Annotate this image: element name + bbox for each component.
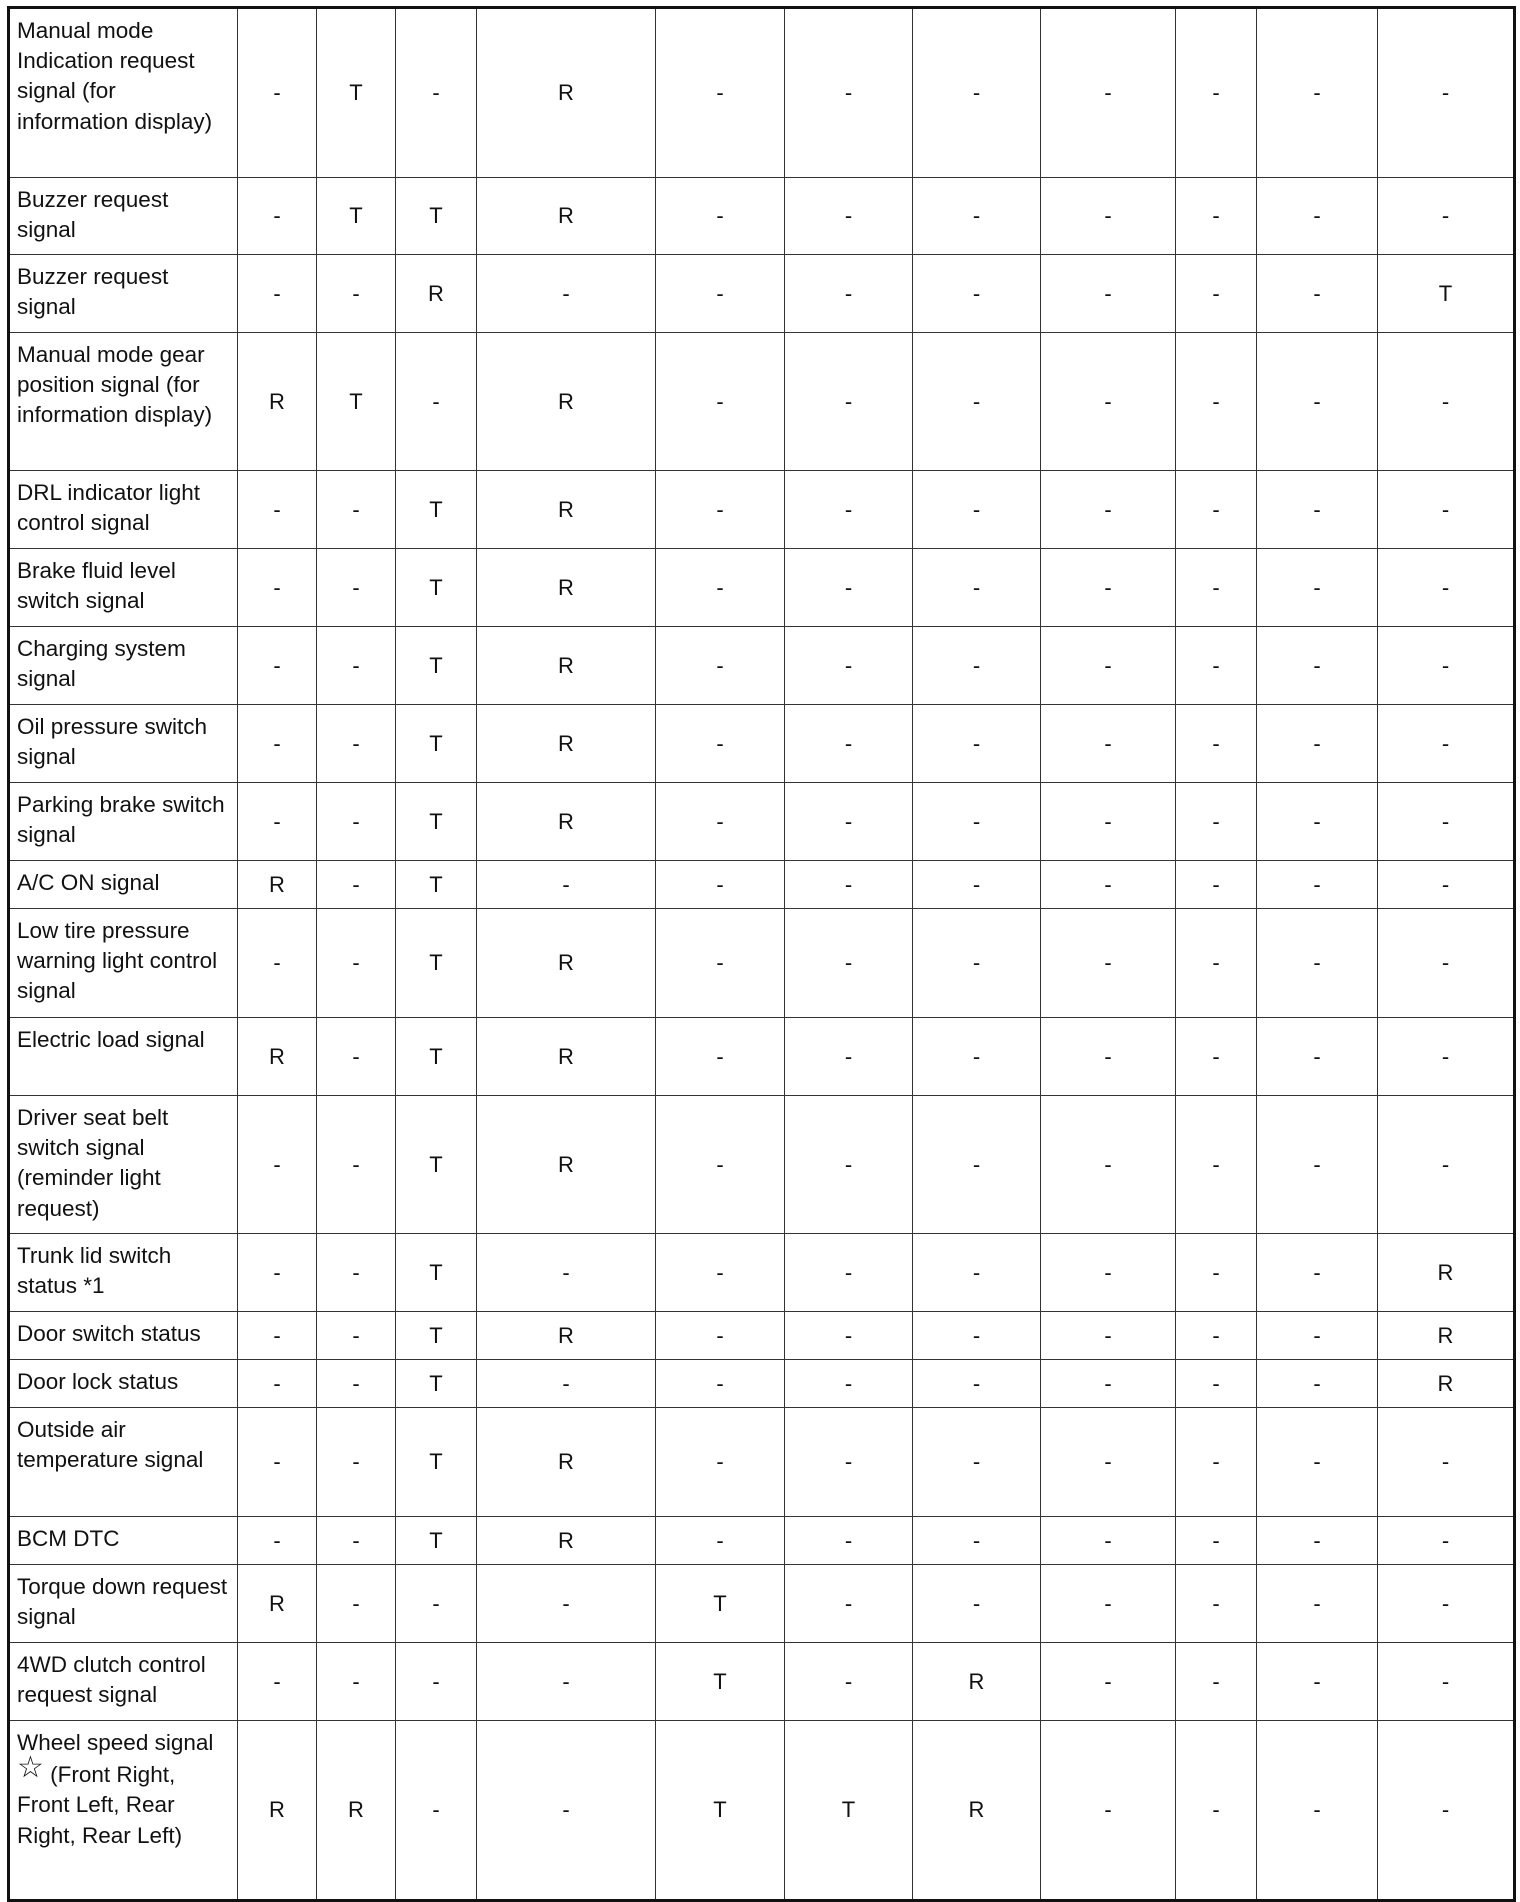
signal-cell: - xyxy=(785,861,913,909)
signal-cell: R xyxy=(477,178,656,255)
signal-cell: R xyxy=(238,1018,317,1096)
signal-cell: - xyxy=(317,1096,396,1234)
signal-cell: R xyxy=(477,627,656,705)
signal-name: Outside air temperature signal xyxy=(9,1408,238,1517)
signal-cell: - xyxy=(317,1018,396,1096)
signal-cell: R xyxy=(477,549,656,627)
table-row xyxy=(9,178,1515,255)
signal-cell: T xyxy=(396,627,477,705)
signal-name xyxy=(9,1721,238,1901)
signal-cell: - xyxy=(1041,333,1176,471)
table-row xyxy=(9,549,1515,627)
signal-cell: - xyxy=(1041,627,1176,705)
signal-cell: - xyxy=(238,1517,317,1565)
signal-cell: - xyxy=(913,1565,1041,1643)
signal-cell: - xyxy=(1378,178,1515,255)
signal-cell: T xyxy=(396,178,477,255)
signal-cell: - xyxy=(1257,1408,1378,1517)
signal-cell: - xyxy=(1041,783,1176,861)
signal-cell: - xyxy=(656,8,785,178)
signal-cell: - xyxy=(1176,471,1257,549)
signal-cell: - xyxy=(317,471,396,549)
signal-cell: T xyxy=(396,1312,477,1360)
signal-cell: - xyxy=(317,783,396,861)
table-row xyxy=(9,1408,1515,1517)
signal-name: Parking brake switch signal xyxy=(9,783,238,861)
signal-cell: - xyxy=(238,8,317,178)
signal-cell: - xyxy=(1257,178,1378,255)
signal-cell: - xyxy=(1257,909,1378,1018)
signal-table-container xyxy=(7,6,1516,1902)
signal-cell: - xyxy=(785,1360,913,1408)
signal-cell: - xyxy=(656,471,785,549)
signal-cell: - xyxy=(1176,1312,1257,1360)
signal-cell: - xyxy=(1041,255,1176,333)
signal-cell: R xyxy=(477,909,656,1018)
signal-cell: - xyxy=(1041,909,1176,1018)
signal-cell: - xyxy=(1257,1096,1378,1234)
signal-cell: T xyxy=(396,861,477,909)
signal-cell: - xyxy=(238,1643,317,1721)
signal-name: 4WD clutch control request signal xyxy=(9,1643,238,1721)
signal-cell: R xyxy=(1378,1312,1515,1360)
signal-cell: - xyxy=(238,1360,317,1408)
signal-cell: - xyxy=(1257,1360,1378,1408)
signal-cell: R xyxy=(396,255,477,333)
signal-cell: R xyxy=(477,1096,656,1234)
signal-cell: T xyxy=(396,1096,477,1234)
signal-cell: - xyxy=(317,1360,396,1408)
table-row xyxy=(9,333,1515,471)
signal-cell: - xyxy=(785,8,913,178)
signal-cell: - xyxy=(396,1721,477,1901)
signal-cell: R xyxy=(913,1721,1041,1901)
signal-name: Buzzer request signal xyxy=(9,255,238,333)
signal-cell: - xyxy=(913,549,1041,627)
signal-cell: - xyxy=(913,861,1041,909)
signal-cell: - xyxy=(656,1096,785,1234)
signal-cell: - xyxy=(656,909,785,1018)
signal-cell: - xyxy=(785,1312,913,1360)
signal-cell: - xyxy=(1176,1234,1257,1312)
signal-cell: - xyxy=(238,1096,317,1234)
signal-cell: - xyxy=(656,255,785,333)
signal-cell: - xyxy=(785,549,913,627)
table-row xyxy=(9,1643,1515,1721)
signal-name-part: (Front Right, Front Left, Rear Right, Rear Left) xyxy=(17,1762,183,1848)
signal-cell: - xyxy=(1176,909,1257,1018)
signal-cell: - xyxy=(477,1360,656,1408)
signal-cell: - xyxy=(785,1408,913,1517)
signal-cell: - xyxy=(1176,861,1257,909)
signal-cell: - xyxy=(913,333,1041,471)
signal-cell: - xyxy=(238,1234,317,1312)
signal-cell: - xyxy=(238,909,317,1018)
signal-cell: - xyxy=(1041,1360,1176,1408)
signal-cell: - xyxy=(317,255,396,333)
signal-cell: - xyxy=(785,627,913,705)
signal-name: Door switch status xyxy=(9,1312,238,1360)
signal-cell: - xyxy=(1176,1018,1257,1096)
table-row xyxy=(9,1721,1515,1901)
signal-cell: - xyxy=(1041,549,1176,627)
signal-cell: - xyxy=(785,909,913,1018)
signal-cell: - xyxy=(913,1234,1041,1312)
signal-cell: - xyxy=(1257,333,1378,471)
signal-cell: R xyxy=(1378,1360,1515,1408)
signal-cell: - xyxy=(1378,1408,1515,1517)
signal-cell: - xyxy=(1176,627,1257,705)
signal-cell: R xyxy=(477,1018,656,1096)
signal-cell: - xyxy=(656,1234,785,1312)
signal-cell: - xyxy=(238,471,317,549)
signal-cell: - xyxy=(396,333,477,471)
table-row xyxy=(9,627,1515,705)
signal-cell: - xyxy=(785,1517,913,1565)
signal-cell: - xyxy=(1041,8,1176,178)
signal-cell: - xyxy=(238,783,317,861)
signal-cell: - xyxy=(317,705,396,783)
signal-cell: - xyxy=(913,783,1041,861)
signal-cell: - xyxy=(656,861,785,909)
signal-cell: - xyxy=(1257,549,1378,627)
signal-cell: - xyxy=(1257,8,1378,178)
signal-cell: R xyxy=(477,783,656,861)
signal-cell: - xyxy=(1378,627,1515,705)
signal-cell: - xyxy=(785,1234,913,1312)
signal-cell: - xyxy=(913,471,1041,549)
signal-cell: T xyxy=(656,1565,785,1643)
signal-cell: - xyxy=(1378,783,1515,861)
signal-cell: - xyxy=(913,1408,1041,1517)
signal-cell: - xyxy=(1257,1643,1378,1721)
signal-cell: - xyxy=(913,909,1041,1018)
signal-cell: - xyxy=(477,255,656,333)
signal-cell: T xyxy=(656,1721,785,1901)
signal-cell: - xyxy=(238,1408,317,1517)
signal-cell: - xyxy=(1378,8,1515,178)
signal-cell: - xyxy=(785,1018,913,1096)
signal-cell: R xyxy=(913,1643,1041,1721)
signal-cell: - xyxy=(477,861,656,909)
signal-cell: - xyxy=(238,705,317,783)
signal-cell: - xyxy=(913,627,1041,705)
signal-cell: - xyxy=(1041,1517,1176,1565)
signal-cell: - xyxy=(317,627,396,705)
signal-cell: - xyxy=(1378,1018,1515,1096)
signal-cell: - xyxy=(1378,549,1515,627)
signal-cell: - xyxy=(913,1360,1041,1408)
signal-cell: - xyxy=(1041,861,1176,909)
signal-cell: - xyxy=(785,471,913,549)
signal-cell: - xyxy=(1041,1408,1176,1517)
signal-cell: - xyxy=(656,627,785,705)
signal-cell: R xyxy=(477,333,656,471)
signal-cell: T xyxy=(317,333,396,471)
signal-cell: - xyxy=(1041,1234,1176,1312)
table-row xyxy=(9,705,1515,783)
signal-cell: - xyxy=(1176,1360,1257,1408)
signal-cell: R xyxy=(477,1408,656,1517)
signal-cell: - xyxy=(317,1517,396,1565)
signal-name: Door lock status xyxy=(9,1360,238,1408)
signal-cell: - xyxy=(477,1565,656,1643)
signal-cell: - xyxy=(785,1096,913,1234)
signal-cell: - xyxy=(317,1643,396,1721)
signal-cell: - xyxy=(1378,1721,1515,1901)
table-row xyxy=(9,1234,1515,1312)
table-row xyxy=(9,255,1515,333)
signal-cell: T xyxy=(317,8,396,178)
signal-cell: - xyxy=(1041,471,1176,549)
signal-cell: - xyxy=(656,1018,785,1096)
signal-cell: R xyxy=(477,1312,656,1360)
table-row xyxy=(9,783,1515,861)
signal-cell: - xyxy=(238,178,317,255)
signal-cell: - xyxy=(656,1517,785,1565)
signal-cell: R xyxy=(477,471,656,549)
table-row xyxy=(9,1517,1515,1565)
signal-cell: R xyxy=(1378,1234,1515,1312)
signal-cell: - xyxy=(238,627,317,705)
signal-cell: - xyxy=(1257,1018,1378,1096)
signal-cell: - xyxy=(656,1408,785,1517)
signal-cell: - xyxy=(477,1234,656,1312)
signal-cell: - xyxy=(317,1565,396,1643)
signal-cell: - xyxy=(1257,1721,1378,1901)
signal-name: Buzzer request signal xyxy=(9,178,238,255)
signal-cell: - xyxy=(238,549,317,627)
signal-name: Torque down request signal xyxy=(9,1565,238,1643)
signal-cell: - xyxy=(1176,705,1257,783)
signal-cell: - xyxy=(1378,909,1515,1018)
table-row xyxy=(9,909,1515,1018)
signal-cell: - xyxy=(317,1234,396,1312)
signal-cell: - xyxy=(1041,1018,1176,1096)
signal-cell: - xyxy=(656,1360,785,1408)
signal-cell: - xyxy=(1041,705,1176,783)
signal-cell: - xyxy=(238,255,317,333)
signal-cell: T xyxy=(396,1234,477,1312)
signal-cell: - xyxy=(317,861,396,909)
signal-cell: R xyxy=(238,1721,317,1901)
signal-cell: - xyxy=(477,1721,656,1901)
signal-name: Manual mode gear position signal (for information display) xyxy=(9,333,238,471)
signal-cell: R xyxy=(477,705,656,783)
table-row xyxy=(9,1312,1515,1360)
signal-name-part: Wheel speed signal xyxy=(17,1730,214,1755)
signal-cell: - xyxy=(913,8,1041,178)
signal-cell: - xyxy=(785,333,913,471)
signal-cell: T xyxy=(396,1360,477,1408)
signal-cell: - xyxy=(1378,1643,1515,1721)
signal-cell: - xyxy=(656,1312,785,1360)
signal-cell: - xyxy=(1257,1234,1378,1312)
signal-cell: - xyxy=(1378,1565,1515,1643)
signal-cell: R xyxy=(477,8,656,178)
signal-cell: - xyxy=(1176,783,1257,861)
signal-cell: R xyxy=(238,861,317,909)
signal-cell: - xyxy=(1378,861,1515,909)
signal-cell: - xyxy=(477,1643,656,1721)
signal-cell: - xyxy=(913,255,1041,333)
signal-name: Low tire pressure warning light control signal xyxy=(9,909,238,1018)
signal-name: Electric load signal xyxy=(9,1018,238,1096)
signal-cell: - xyxy=(317,1312,396,1360)
signal-cell: T xyxy=(396,549,477,627)
signal-cell: - xyxy=(1041,1312,1176,1360)
signal-cell: R xyxy=(477,1517,656,1565)
signal-cell: R xyxy=(238,333,317,471)
signal-cell: - xyxy=(1257,255,1378,333)
signal-cell: - xyxy=(785,1643,913,1721)
signal-cell: - xyxy=(1176,1643,1257,1721)
signal-name: Oil pressure switch signal xyxy=(9,705,238,783)
signal-cell: - xyxy=(1257,1565,1378,1643)
signal-cell: - xyxy=(317,1408,396,1517)
signal-cell: - xyxy=(1176,178,1257,255)
signal-cell: - xyxy=(1176,1565,1257,1643)
signal-cell: - xyxy=(913,705,1041,783)
table-row xyxy=(9,1565,1515,1643)
signal-cell: T xyxy=(396,909,477,1018)
signal-cell: T xyxy=(1378,255,1515,333)
signal-name: Brake fluid level switch signal xyxy=(9,549,238,627)
signal-cell: - xyxy=(396,1565,477,1643)
signal-cell: - xyxy=(1176,1517,1257,1565)
signal-cell: T xyxy=(656,1643,785,1721)
signal-cell: - xyxy=(1257,783,1378,861)
signal-cell: - xyxy=(1378,705,1515,783)
signal-name: Driver seat belt switch signal (reminder light request) xyxy=(9,1096,238,1234)
table-row xyxy=(9,471,1515,549)
table-row xyxy=(9,861,1515,909)
signal-cell: - xyxy=(1176,1408,1257,1517)
signal-name: A/C ON signal xyxy=(9,861,238,909)
signal-cell: R xyxy=(317,1721,396,1901)
signal-cell: - xyxy=(785,1565,913,1643)
signal-cell: - xyxy=(396,1643,477,1721)
signal-cell: - xyxy=(1257,1517,1378,1565)
signal-cell: T xyxy=(396,705,477,783)
signal-name: Manual mode Indication request signal (for information display) xyxy=(9,8,238,178)
signal-cell: - xyxy=(913,178,1041,255)
signal-cell: - xyxy=(1176,255,1257,333)
signal-name: Charging system signal xyxy=(9,627,238,705)
signal-cell: T xyxy=(396,1408,477,1517)
signal-cell: - xyxy=(785,705,913,783)
signal-cell: - xyxy=(1041,1643,1176,1721)
signal-cell: - xyxy=(913,1312,1041,1360)
signal-cell: - xyxy=(1176,1096,1257,1234)
signal-cell: - xyxy=(1257,627,1378,705)
signal-cell: - xyxy=(656,333,785,471)
signal-cell: - xyxy=(1257,471,1378,549)
signal-cell: - xyxy=(1041,1565,1176,1643)
signal-cell: - xyxy=(1041,178,1176,255)
signal-cell: T xyxy=(396,471,477,549)
signal-cell: - xyxy=(913,1517,1041,1565)
signal-cell: - xyxy=(1257,861,1378,909)
signal-cell: - xyxy=(1257,1312,1378,1360)
signal-cell: - xyxy=(1176,1721,1257,1901)
table-row xyxy=(9,1018,1515,1096)
signal-name: BCM DTC xyxy=(9,1517,238,1565)
signal-cell: - xyxy=(1176,333,1257,471)
signal-cell: - xyxy=(1257,705,1378,783)
table-row xyxy=(9,1096,1515,1234)
signal-name: DRL indicator light control signal xyxy=(9,471,238,549)
table-row xyxy=(9,8,1515,178)
signal-cell: T xyxy=(317,178,396,255)
signal-cell: - xyxy=(1378,1096,1515,1234)
signal-cell: - xyxy=(1041,1096,1176,1234)
signal-cell: - xyxy=(656,705,785,783)
signal-cell: - xyxy=(785,783,913,861)
signal-cell: - xyxy=(317,909,396,1018)
signal-table xyxy=(7,6,1516,1902)
signal-cell: - xyxy=(785,255,913,333)
signal-name: Trunk lid switch status *1 xyxy=(9,1234,238,1312)
signal-cell: - xyxy=(1378,1517,1515,1565)
signal-cell: - xyxy=(1176,549,1257,627)
signal-cell: - xyxy=(1378,471,1515,549)
table-row xyxy=(9,1360,1515,1408)
signal-cell: - xyxy=(238,1312,317,1360)
signal-cell: - xyxy=(1176,8,1257,178)
signal-cell: - xyxy=(1041,1721,1176,1901)
signal-cell: - xyxy=(656,549,785,627)
star-icon: ☆ xyxy=(17,1750,44,1786)
signal-cell: T xyxy=(396,1517,477,1565)
table-body xyxy=(9,8,1515,1901)
signal-cell: - xyxy=(913,1096,1041,1234)
signal-cell: - xyxy=(785,178,913,255)
signal-cell: - xyxy=(317,549,396,627)
signal-cell: R xyxy=(238,1565,317,1643)
signal-cell: - xyxy=(396,8,477,178)
signal-cell: - xyxy=(656,178,785,255)
signal-cell: T xyxy=(396,1018,477,1096)
signal-cell: T xyxy=(785,1721,913,1901)
signal-cell: T xyxy=(396,783,477,861)
signal-cell: - xyxy=(1378,333,1515,471)
signal-cell: - xyxy=(913,1018,1041,1096)
signal-cell: - xyxy=(656,783,785,861)
